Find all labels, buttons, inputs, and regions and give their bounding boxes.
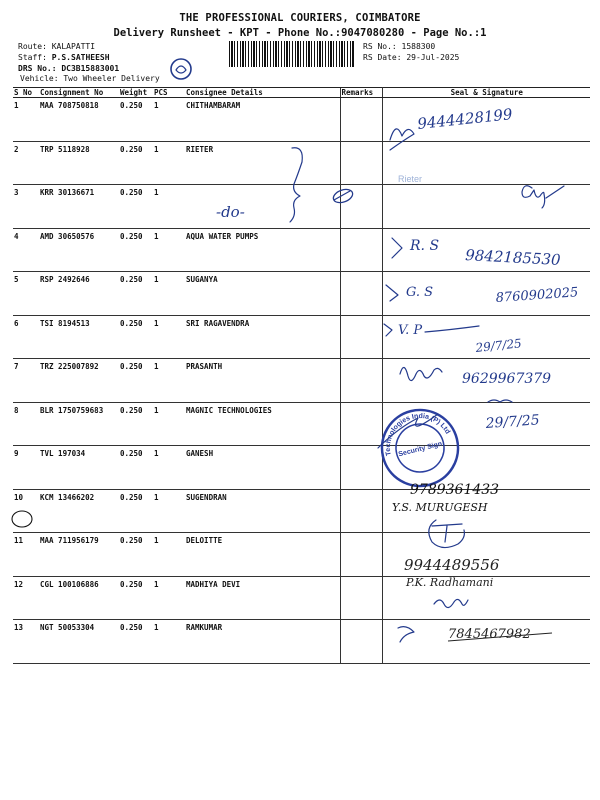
r6-arrow bbox=[384, 324, 392, 336]
runsheet-subtitle: Delivery Runsheet - KPT - Phone No.:9047080280 - Page No.:1 bbox=[113, 27, 487, 39]
cell-consignee: SUGANYA bbox=[185, 272, 340, 316]
r10-name: Y.S. MURUGESH bbox=[392, 501, 488, 514]
cell-pcs: 1 bbox=[153, 402, 185, 446]
company-title: THE PROFESSIONAL COURIERS, COIMBATORE bbox=[179, 12, 421, 24]
r8-scribble bbox=[488, 400, 512, 402]
cell-consignment: BLR 1750759683 bbox=[39, 402, 119, 446]
cell-pcs: 1 bbox=[153, 272, 185, 316]
cell-pcs: 1 bbox=[153, 98, 185, 142]
cell-consignment: KRR 30136671 bbox=[39, 185, 119, 229]
cell-sno: 4 bbox=[13, 228, 39, 272]
brace-mark bbox=[290, 148, 302, 222]
cell-consignee: AQUA WATER PUMPS bbox=[185, 228, 340, 272]
r11-signature bbox=[429, 520, 465, 548]
cell-weight: 0.250 bbox=[119, 446, 153, 490]
cell-consignment: NGT 50053304 bbox=[39, 620, 119, 664]
r4-name: R. S bbox=[410, 238, 440, 254]
col-remarks: Remarks bbox=[340, 88, 382, 98]
cell-consignment: KCM 13466202 bbox=[39, 489, 119, 533]
cell-sno: 10 bbox=[13, 489, 39, 533]
r6-name: V. P bbox=[398, 323, 423, 338]
cell-consignee: SRI RAGAVENDRA bbox=[185, 315, 340, 359]
col-weight: Weight bbox=[119, 88, 153, 98]
cell-weight: 0.250 bbox=[119, 533, 153, 577]
cell-consignment: TSI 8194513 bbox=[39, 315, 119, 359]
cell-weight: 0.250 bbox=[119, 359, 153, 403]
col-sno: S No bbox=[13, 88, 39, 98]
cell-sno: 7 bbox=[13, 359, 39, 403]
cell-weight: 0.250 bbox=[119, 141, 153, 185]
r1-phone: 9444428199 bbox=[416, 105, 514, 133]
col-pcs: PCS bbox=[153, 88, 185, 98]
cell-consignee: CHITHAMBARAM bbox=[185, 98, 340, 142]
r6-date: 29/7/25 bbox=[474, 336, 523, 355]
cell-weight: 0.250 bbox=[119, 576, 153, 620]
cell-consignee: DELOITTE bbox=[185, 533, 340, 577]
drs-info: DRS No.: DC3B15883001 bbox=[18, 64, 120, 73]
r1-signature bbox=[390, 129, 414, 150]
cell-sno: 11 bbox=[13, 533, 39, 577]
r5-phone: 8760902025 bbox=[495, 285, 579, 306]
cell-pcs: 1 bbox=[153, 533, 185, 577]
cell-pcs: 1 bbox=[153, 359, 185, 403]
cell-sno: 6 bbox=[13, 315, 39, 359]
r3-faint-stamp-text: Rieter bbox=[398, 174, 423, 184]
route-info: Route: KALAPATTI bbox=[18, 42, 96, 51]
r10-phone: 9789361433 bbox=[410, 482, 500, 498]
cell-consignee: SUGENDRAN bbox=[185, 489, 340, 533]
cell-consignment: MAA 708750818 bbox=[39, 98, 119, 142]
staff-value: P.S.SATHEESH bbox=[51, 53, 110, 62]
cell-consignee: MADHIYA DEVI bbox=[185, 576, 340, 620]
cell-pcs: 1 bbox=[153, 228, 185, 272]
cell-pcs: 1 bbox=[153, 446, 185, 490]
cell-pcs: 1 bbox=[153, 185, 185, 229]
r3-signature bbox=[522, 186, 564, 208]
cell-weight: 0.250 bbox=[119, 98, 153, 142]
cell-consignment: CGL 100106886 bbox=[39, 576, 119, 620]
cell-sno: 2 bbox=[13, 141, 39, 185]
cell-consignment: TVL 197034 bbox=[39, 446, 119, 490]
r8-date: 29/7/25 bbox=[485, 412, 541, 432]
r3-ditto: -do- bbox=[216, 203, 245, 221]
cell-weight: 0.250 bbox=[119, 228, 153, 272]
cell-consignee: RIETER bbox=[185, 141, 340, 185]
r4-phone: 9842185530 bbox=[464, 246, 562, 269]
cell-sno: 5 bbox=[13, 272, 39, 316]
cell-consignee: RAMKUMAR bbox=[185, 620, 340, 664]
r12-phone: 9944489556 bbox=[404, 556, 500, 574]
cell-sno: 1 bbox=[13, 98, 39, 142]
rs-date: RS Date: 29-Jul-2025 bbox=[363, 53, 460, 62]
cell-weight: 0.250 bbox=[119, 185, 153, 229]
cell-pcs: 1 bbox=[153, 315, 185, 359]
r4-arrow bbox=[392, 238, 402, 258]
seal-ring-text: Technologies India (P) Ltd bbox=[384, 412, 452, 457]
cell-consignment: MAA 711956179 bbox=[39, 533, 119, 577]
cell-weight: 0.250 bbox=[119, 272, 153, 316]
vehicle-info: Vehicle: Two Wheeler Delivery bbox=[20, 74, 160, 83]
r5-name: G. S bbox=[406, 285, 434, 300]
rs-number: RS No.: 1588300 bbox=[363, 42, 436, 51]
cell-pcs: 1 bbox=[153, 620, 185, 664]
cell-pcs: 1 bbox=[153, 489, 185, 533]
col-consignee: Consignee Details bbox=[185, 88, 340, 98]
seal-center-text: Security Sign bbox=[397, 440, 443, 459]
cell-weight: 0.250 bbox=[119, 489, 153, 533]
cell-weight: 0.250 bbox=[119, 620, 153, 664]
cell-sno: 13 bbox=[13, 620, 39, 664]
company-seal bbox=[374, 402, 466, 494]
cell-weight: 0.250 bbox=[119, 315, 153, 359]
cell-sno: 9 bbox=[13, 446, 39, 490]
header-round-mark bbox=[171, 59, 191, 79]
r13-signature bbox=[434, 599, 468, 607]
r3-loop-mark bbox=[332, 187, 355, 205]
cell-pcs: 1 bbox=[153, 141, 185, 185]
cell-consignment: TRP 5118928 bbox=[39, 141, 119, 185]
cell-weight: 0.250 bbox=[119, 402, 153, 446]
cell-pcs: 1 bbox=[153, 576, 185, 620]
r5-arrow bbox=[386, 285, 398, 301]
cell-consignment: TRZ 225007892 bbox=[39, 359, 119, 403]
cell-sno: 3 bbox=[13, 185, 39, 229]
r6-underline bbox=[425, 326, 479, 332]
cell-consignee: GANESH bbox=[185, 446, 340, 490]
r13-phone: 7845467982 bbox=[448, 627, 531, 642]
cell-sno: 12 bbox=[13, 576, 39, 620]
r12-name: P.K. Radhamani bbox=[406, 576, 494, 589]
row11-circle-mark bbox=[12, 511, 32, 527]
cell-consignment: AMD 30650576 bbox=[39, 228, 119, 272]
col-consignment: Consignment No bbox=[39, 88, 119, 98]
cell-consignee: MAGNIC TECHNOLOGIES bbox=[185, 402, 340, 446]
r7-phone: 9629967379 bbox=[462, 371, 552, 387]
col-signature: Seal & Signature bbox=[382, 88, 590, 98]
r13-arrow bbox=[398, 627, 414, 642]
cell-consignee: PRASANTH bbox=[185, 359, 340, 403]
staff-label: Staff: bbox=[18, 53, 47, 62]
cell-sno: 8 bbox=[13, 402, 39, 446]
cell-consignment: RSP 2492646 bbox=[39, 272, 119, 316]
r7-signature bbox=[400, 367, 442, 380]
